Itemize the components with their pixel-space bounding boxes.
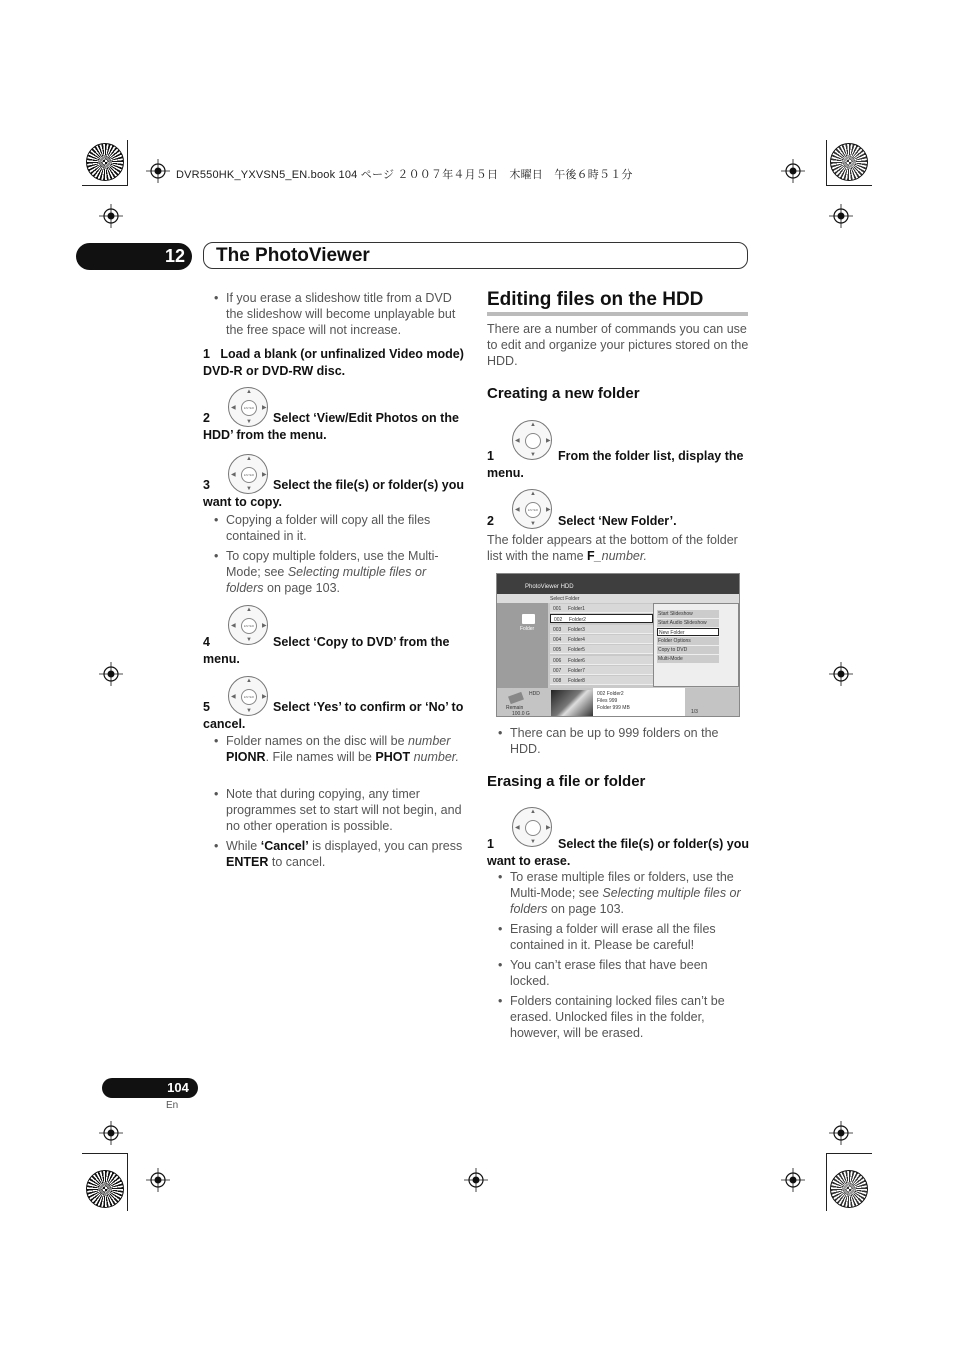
- folder-row: 006 Folder6: [550, 656, 653, 665]
- registration-mark-icon: [146, 159, 170, 183]
- hdd-icon: [508, 692, 524, 704]
- list-item: • Note that during copying, any timer programmes set to start will not begin, and no other operation is possible.: [214, 787, 462, 833]
- list-item: • While ‘Cancel’ is displayed, you can press ENTER to cancel.: [214, 839, 463, 869]
- remote-control-icon: ENTER ▲ ▼ ◀ ▶: [228, 676, 268, 716]
- menu-item: Multi-Mode: [657, 655, 719, 663]
- step-5: 5 Select ‘Yes’ to confirm or ‘No’ to cancel.: [203, 700, 464, 731]
- color-wheel-mark-icon: [86, 1170, 124, 1208]
- screen-title-bar: PhotoViewer HDD: [497, 574, 740, 594]
- print-header: DVR550HK_YXVSN5_EN.book 104 ページ ２００７年４月５日 木曜日 午後６時５１分: [176, 169, 633, 181]
- crop-mark: [82, 185, 128, 186]
- registration-mark-icon: [829, 204, 853, 228]
- registration-mark-icon: [146, 1168, 170, 1192]
- crop-mark: [127, 1153, 128, 1211]
- color-wheel-mark-icon: [830, 143, 868, 181]
- page-indicator: 1/3: [691, 709, 698, 715]
- step-1: 1 From the folder list, display the menu.: [487, 449, 744, 480]
- list-item: • There can be up to 999 folders on the HDD.: [498, 726, 719, 756]
- menu-item: Folder Options: [657, 637, 719, 645]
- crop-mark: [82, 1153, 128, 1154]
- registration-mark-icon: [829, 662, 853, 686]
- remote-control-icon: ▲ ▼ ◀ ▶: [512, 420, 552, 460]
- color-wheel-mark-icon: [86, 143, 124, 181]
- registration-mark-icon: [781, 1168, 805, 1192]
- step-3: 3 Select the file(s) or folder(s) you want to copy.: [203, 478, 465, 509]
- list-item: • To erase multiple files or folders, use the Multi-Mode; see Selecting multiple files or folders on page 103.: [498, 870, 741, 916]
- registration-mark-icon: [829, 1121, 853, 1145]
- screen-subtitle: Select Folder: [497, 594, 740, 603]
- photoviewer-screenshot: [496, 573, 740, 717]
- list-item: • If you erase a slideshow title from a DVD the slideshow will become unplayable but the free space will not increase.: [214, 291, 456, 337]
- page-number: 104: [167, 1080, 189, 1095]
- remain-value: 100.0 G: [512, 711, 530, 717]
- list-item: • You can’t erase files that have been locked.: [498, 958, 708, 988]
- folder-icon: [522, 614, 535, 624]
- folder-panel: [497, 603, 548, 688]
- menu-item: Start Audio Slideshow: [657, 619, 719, 627]
- hdd-label: HDD: [529, 691, 540, 697]
- color-wheel-mark-icon: [830, 1170, 868, 1208]
- heading-rule: [487, 312, 748, 316]
- registration-mark-icon: [99, 204, 123, 228]
- folder-row: 001 Folder1: [550, 604, 653, 613]
- chapter-title: The PhotoViewer: [216, 245, 370, 266]
- step-2: 2 Select ‘New Folder’.: [487, 514, 677, 528]
- chapter-number: 12: [164, 246, 186, 266]
- registration-mark-icon: [464, 1168, 488, 1192]
- remote-control-icon: ▲ ▼ ◀ ▶: [512, 807, 552, 847]
- crop-mark: [826, 140, 827, 186]
- registration-mark-icon: [99, 662, 123, 686]
- thumbnail-image: [551, 690, 593, 716]
- intro-paragraph: There are a number of commands you can use to edit and organize your pictures stored on the HDD.: [487, 322, 749, 368]
- folder-label: Folder: [520, 626, 535, 632]
- list-item: • Folder names on the disc will be number PIONR. File names will be PHOT number.: [214, 734, 459, 764]
- folder-row: 008 Folder8: [550, 676, 653, 685]
- list-item: • Erasing a folder will erase all the files contained in it. Please be careful!: [498, 922, 716, 952]
- list-item: • Copying a folder will copy all the files contained in it.: [214, 513, 431, 543]
- remote-control-icon: ENTER ▲ ▼ ◀ ▶: [228, 454, 268, 494]
- crop-mark: [826, 1153, 827, 1211]
- list-item: • Folders containing locked files can’t be erased. Unlocked files in the folder, however, will be erased.: [498, 994, 725, 1040]
- folder-row: 005 Folder5: [550, 645, 653, 654]
- crop-mark: [826, 185, 872, 186]
- remain-label: Remain: [506, 705, 524, 711]
- folder-info: 002 Folder2 Files 999 Folder 999 MB: [593, 688, 685, 717]
- step-1: 1 Load a blank (or unfinalized Video mode) DVD-R or DVD-RW disc.: [203, 347, 464, 378]
- folder-row-selected: 002 Folder2: [550, 614, 653, 623]
- section-heading: Editing files on the HDD: [487, 289, 704, 310]
- folder-row: 004 Folder4: [550, 635, 653, 644]
- step-2: 2 Select ‘View/Edit Photos on the HDD’ from the menu.: [203, 411, 459, 442]
- list-item: • To copy multiple folders, use the Multi-Mode; see Selecting multiple files or folders on page 103.: [214, 549, 439, 595]
- menu-item: Start Slideshow: [657, 610, 719, 618]
- note-paragraph: The folder appears at the bottom of the folder list with the name F_number.: [487, 533, 738, 563]
- menu-item: Copy to DVD: [657, 646, 719, 654]
- subsection-heading: Creating a new folder: [487, 385, 640, 402]
- crop-mark: [127, 140, 128, 186]
- folder-row: 007 Folder7: [550, 666, 653, 675]
- crop-mark: [826, 1153, 872, 1154]
- registration-mark-icon: [781, 159, 805, 183]
- remote-control-icon: ENTER ▲ ▼ ◀ ▶: [228, 387, 268, 427]
- folder-row: 003 Folder3: [550, 625, 653, 634]
- remote-control-icon: ENTER ▲ ▼ ◀ ▶: [228, 605, 268, 645]
- menu-item-selected: New Folder: [657, 628, 719, 636]
- popup-menu: [653, 603, 739, 687]
- step-1: 1 Select the file(s) or folder(s) you want to erase.: [487, 837, 750, 868]
- subsection-heading: Erasing a file or folder: [487, 773, 646, 790]
- language-code: En: [166, 1100, 179, 1111]
- remote-control-icon: ENTER ▲ ▼ ◀ ▶: [512, 489, 552, 529]
- registration-mark-icon: [99, 1121, 123, 1145]
- step-4: 4 Select ‘Copy to DVD’ from the menu.: [203, 635, 450, 666]
